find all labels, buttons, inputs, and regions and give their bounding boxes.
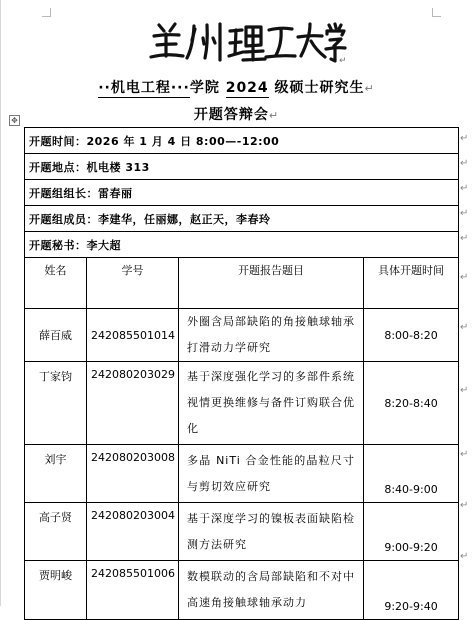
student-id: 242085501014 bbox=[87, 309, 179, 362]
report-topic: 数模联动的含局部缺陷和不对中高速角接触球轴承动力 bbox=[179, 561, 364, 620]
student-name: 刘宇 bbox=[25, 445, 87, 503]
defense-slot: 9:00-9:20 bbox=[364, 503, 459, 561]
info-row-leader bbox=[25, 180, 459, 206]
schedule-table bbox=[24, 127, 459, 620]
defense-slot: 8:20-8:40 bbox=[364, 362, 459, 445]
table-header-row bbox=[25, 258, 459, 309]
defense-slot: 8:00-8:20 bbox=[364, 309, 459, 362]
margin-corner-mark bbox=[42, 8, 51, 17]
row-end-mark: ↵ bbox=[460, 500, 469, 511]
group-leader: 开题组组长：雷春丽 bbox=[25, 180, 459, 206]
student-name: 丁家钧 bbox=[25, 362, 87, 445]
row-end-mark: ↵ bbox=[460, 133, 469, 144]
report-topic: 多晶 NiTi 合金性能的晶粒尺寸与剪切效应研究 bbox=[179, 445, 364, 503]
row-end-mark: ↵ bbox=[460, 449, 469, 460]
table-row bbox=[25, 362, 459, 445]
student-id: 242080203008 bbox=[87, 445, 179, 503]
row-end-mark: ↵ bbox=[460, 551, 469, 562]
student-name: 高子贤 bbox=[25, 503, 87, 561]
defense-time: 开题时间：2026 年 1 月 4 日 8:00—-12:00 bbox=[25, 128, 459, 154]
group-members: 开题组成员：李建华，任丽娜，赵正天，李春玲 bbox=[25, 206, 459, 232]
program-name: 级硕士研究生 bbox=[274, 80, 365, 96]
student-name: 薛百威 bbox=[25, 309, 87, 362]
defense-location: 开题地点：机电楼 313 bbox=[25, 154, 459, 180]
table-row bbox=[25, 503, 459, 561]
page-title bbox=[0, 104, 473, 124]
report-topic: 外圈含局部缺陷的角接触球轴承打滑动力学研究 bbox=[179, 309, 364, 362]
column-header-topic: 开题报告题目 bbox=[179, 258, 364, 309]
row-end-mark: ↵ bbox=[460, 233, 469, 244]
defense-slot: 8:40-9:00 bbox=[364, 445, 459, 503]
table-row bbox=[25, 309, 459, 362]
college-spacer: ··· bbox=[170, 80, 190, 96]
college-suffix: 学院 bbox=[189, 80, 220, 96]
info-row-location bbox=[25, 154, 459, 180]
row-end-mark: ↵ bbox=[460, 322, 469, 333]
row-end-mark: ↵ bbox=[460, 272, 469, 283]
info-row-time bbox=[25, 128, 459, 154]
table-row bbox=[25, 561, 459, 620]
svg-text:↵: ↵ bbox=[339, 56, 347, 66]
row-end-mark: ↵ bbox=[460, 158, 469, 169]
cohort-year: 2024 bbox=[225, 80, 269, 96]
college-name: 机电工程 bbox=[110, 80, 171, 96]
student-id: 242080203029 bbox=[87, 362, 179, 445]
row-end-mark: ↵ bbox=[460, 385, 469, 396]
page-title-text: 开题答辩会 bbox=[193, 107, 269, 123]
info-row-members bbox=[25, 206, 459, 232]
paragraph-mark: ↵ bbox=[364, 82, 375, 95]
student-id: 242085501006 bbox=[87, 561, 179, 620]
student-name: 贾明峻 bbox=[25, 561, 87, 620]
title-line-1 bbox=[0, 77, 473, 97]
row-end-mark: ↵ bbox=[460, 183, 469, 194]
column-header-time: 具体开题时间 bbox=[364, 258, 459, 309]
column-header-name: 姓名 bbox=[25, 258, 87, 309]
row-end-mark: ↵ bbox=[460, 208, 469, 219]
table-row bbox=[25, 445, 459, 503]
paragraph-mark: ↵ bbox=[268, 109, 280, 122]
college-prefix: ·· bbox=[98, 80, 111, 96]
secretary: 开题秘书：李大超 bbox=[25, 232, 459, 258]
report-topic: 基于深度学习的镍板表面缺陷检测方法研究 bbox=[179, 503, 364, 561]
student-id: 242080203004 bbox=[87, 503, 179, 561]
defense-slot: 9:20-9:40 bbox=[364, 561, 459, 620]
report-topic: 基于深度强化学习的多部件系统视情更换维修与备件订购联合优化 bbox=[179, 362, 364, 445]
table-move-handle-icon[interactable]: ✥ bbox=[9, 115, 20, 126]
info-row-secretary bbox=[25, 232, 459, 258]
margin-corner-mark bbox=[432, 8, 441, 17]
column-header-id: 学号 bbox=[87, 258, 179, 309]
university-logo bbox=[145, 16, 345, 66]
